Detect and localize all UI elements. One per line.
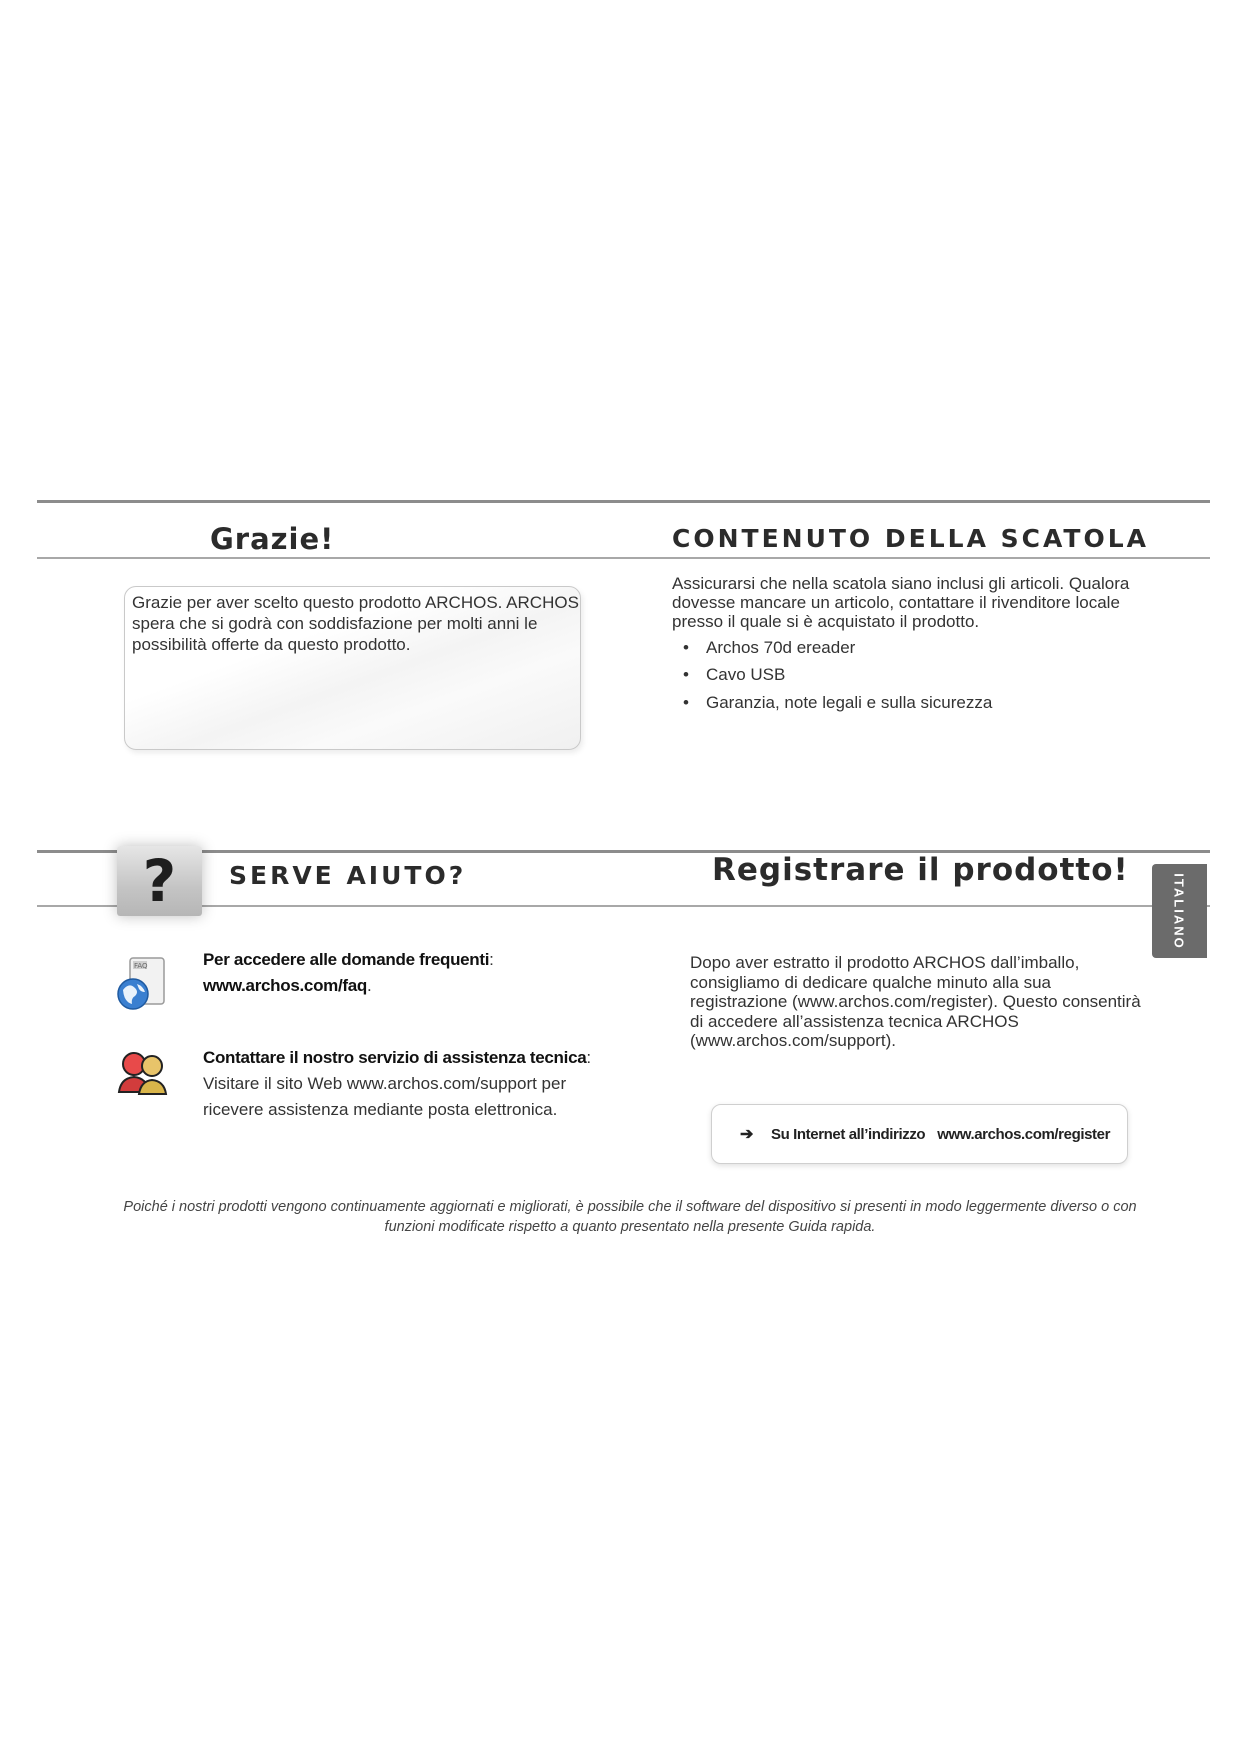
- help-title: SERVE AIUTO?: [229, 861, 467, 890]
- bullet-icon: •: [683, 693, 689, 712]
- register-text: Dopo aver estratto il prodotto ARCHOS dall’imballo, consigliamo di dedicare qualche minuto alla sua registrazione (www.archos.com/register). Questo consentirà di accedere all’assistenza tecnica ARCHOS (www.archos.com/support).: [690, 953, 1141, 1050]
- box-contents-intro: Assicurarsi che nella scatola siano inclusi gli articoli. Qualora dovesse mancare un articolo, contattare il rivenditore locale presso il quale si è acquistato il prodotto.: [672, 574, 1130, 631]
- thanks-text: Grazie per aver scelto questo prodotto ARCHOS. ARCHOS spera che si godrà con soddisfazione per molti anni le possibilità offerte da questo prodotto.: [132, 593, 579, 654]
- support-text: Visitare il sito Web www.archos.com/support per ricevere assistenza mediante posta elettronica.: [203, 1074, 567, 1119]
- list-item: [680, 693, 992, 720]
- section2-divider: [37, 905, 1210, 907]
- language-tab-label: ITALIANO: [1172, 872, 1188, 950]
- bullet-icon: •: [683, 665, 689, 684]
- register-link-box[interactable]: [711, 1104, 1128, 1164]
- faq-label: Per accedere alle domande frequenti: [203, 950, 490, 969]
- box-contents-title: CONTENUTO DELLA SCATOLA: [672, 524, 1149, 553]
- box-contents-list: [680, 638, 992, 720]
- faq-globe-icon: [113, 952, 173, 1014]
- support-label: Contattare il nostro servizio di assistenza tecnica: [203, 1048, 587, 1067]
- bullet-icon: •: [683, 638, 689, 657]
- register-link-prefix: Su Internet all’indirizzo: [771, 1125, 926, 1143]
- thanks-title: Grazie!: [210, 522, 335, 556]
- section1-divider: [37, 557, 1210, 559]
- help-question-icon: ?: [117, 846, 202, 916]
- list-item-label: Garanzia, note legali e sulla sicurezza: [706, 693, 993, 712]
- top-divider: [37, 500, 1210, 503]
- faq-text: Per accedere alle domande frequenti: www.archos.com/faq.: [203, 950, 494, 995]
- support-block: Contattare il nostro servizio di assistenza tecnica: Visitare il sito Web www.archos.com/support per ricevere assistenza mediante posta elettronica.: [203, 1048, 592, 1119]
- register-link[interactable]: www.archos.com/register: [937, 1125, 1111, 1143]
- list-item-label: Archos 70d ereader: [706, 638, 856, 657]
- language-tab[interactable]: [1152, 864, 1207, 958]
- arrow-right-icon: ➔: [740, 1126, 754, 1143]
- register-title: Registrare il prodotto!: [712, 852, 1129, 888]
- list-item: [680, 638, 992, 665]
- list-item: [680, 665, 992, 692]
- svg-text:FAQ: FAQ: [134, 962, 148, 970]
- faq-link[interactable]: www.archos.com/faq: [203, 976, 368, 995]
- list-item-label: Cavo USB: [706, 665, 786, 684]
- support-people-icon: [113, 1048, 173, 1096]
- footnote: Poiché i nostri prodotti vengono continuamente aggiornati e migliorati, è possibile che il software del dispositivo si presenti in modo leggermente diverso o con funzioni modificate rispetto a quanto presentato nella presente Guida rapida.: [123, 1199, 1137, 1235]
